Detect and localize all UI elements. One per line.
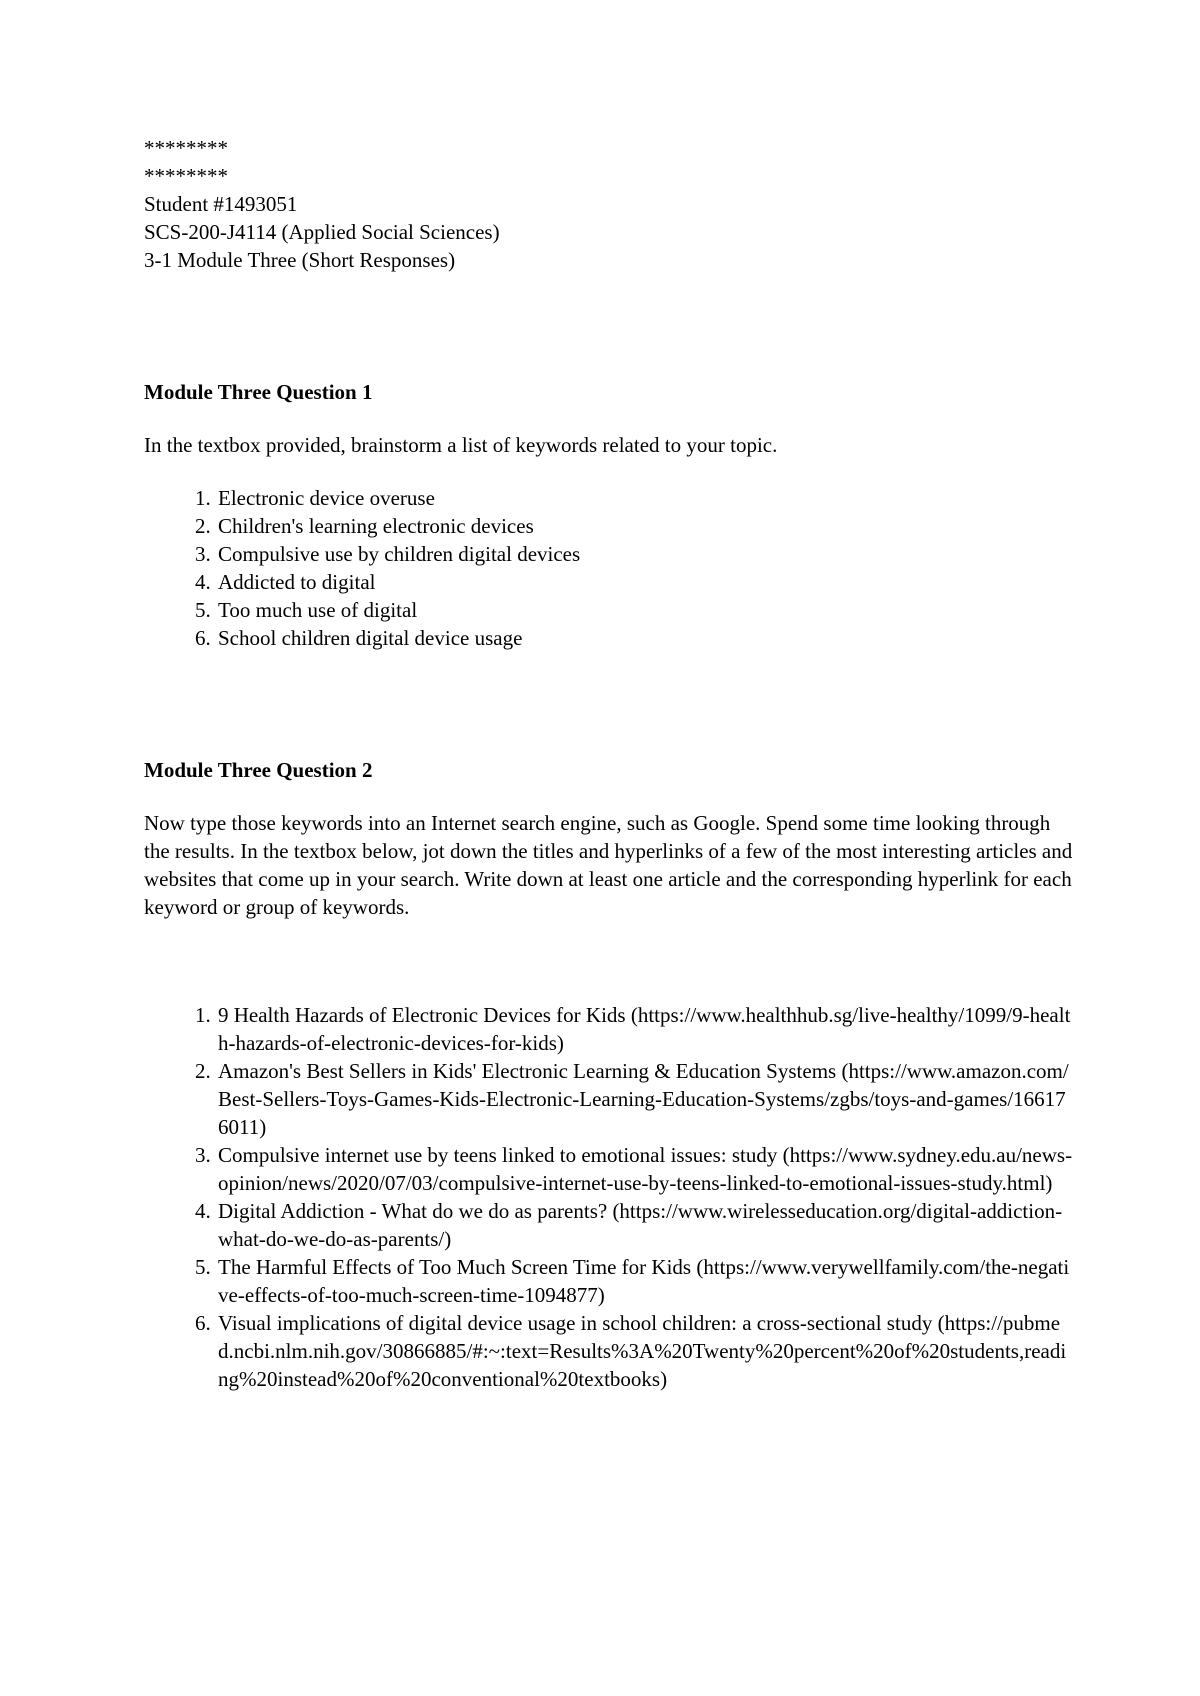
article-title: Compulsive internet use by teens linked to emotional issues: study [218, 1143, 778, 1167]
article-url[interactable]: (https://www.sydney.edu.au/news-opinion/news/2020/07/03/compulsive-internet-use-by-teens-linked-to-emotional-issues-study.html) [218, 1143, 1073, 1195]
document-body [144, 134, 1074, 1393]
list-item: 6. School children digital device usage [216, 624, 1074, 652]
article-url[interactable]: (https://pubmed.ncbi.nlm.nih.gov/30866885/#:~:text=Results%3A%20Twenty%20percent%20of%20students,reading%20instead%20of%20conventional%20textbooks) [218, 1311, 1067, 1391]
list-item [216, 1057, 1074, 1141]
list-item: 4. Addicted to digital [216, 568, 1074, 596]
list-item [216, 1141, 1074, 1197]
article-url[interactable]: (https://www.verywellfamily.com/the-negative-effects-of-too-much-screen-time-1094877) [218, 1255, 1070, 1307]
article-title: Visual implications of digital device usage in school children: a cross-sectional study [218, 1311, 933, 1335]
list-item [216, 1001, 1074, 1057]
list-item [216, 1253, 1074, 1309]
document-header [144, 134, 1074, 274]
question-2-title: Module Three Question 2 [144, 758, 373, 782]
article-title: Digital Addiction - What do we do as parents? [218, 1199, 608, 1223]
list-item [216, 1309, 1074, 1393]
article-url[interactable]: (https://www.amazon.com/Best-Sellers-Toys-Games-Kids-Electronic-Learning-Education-Systems/zgbs/toys-and-games/166176011) [218, 1059, 1069, 1139]
article-title: 9 Health Hazards of Electronic Devices for Kids [218, 1003, 626, 1027]
question-1-title: Module Three Question 1 [144, 380, 373, 404]
masked-name-line-1: ******** [144, 136, 228, 160]
question-2-section [144, 756, 1074, 1393]
assignment-title: 3-1 Module Three (Short Responses) [144, 248, 456, 272]
keyword-list [144, 484, 1074, 652]
article-title: The Harmful Effects of Too Much Screen Time for Kids [218, 1255, 692, 1279]
list-item: 1. Electronic device overuse [216, 484, 1074, 512]
masked-name-line-2: ******** [144, 164, 228, 188]
question-2-prompt: Now type those keywords into an Internet search engine, such as Google. Spend some time looking through the results. In the textbox below, jot down the titles and hyperlinks of a few of the most interesting articles and websites that come up in your search. Write down at least one article and the corresponding hyperlink for each keyword or group of keywords. [144, 811, 1073, 919]
list-item: 5. Too much use of digital [216, 596, 1074, 624]
list-item: 3. Compulsive use by children digital devices [216, 540, 1074, 568]
question-1-prompt: In the textbox provided, brainstorm a list of keywords related to your topic. [144, 433, 778, 457]
question-1-section [144, 378, 1074, 652]
article-title: Amazon's Best Sellers in Kids' Electronic Learning & Education Systems [218, 1059, 837, 1083]
student-id: Student #1493051 [144, 192, 298, 216]
course-code: SCS-200-J4114 (Applied Social Sciences) [144, 220, 500, 244]
list-item [216, 1197, 1074, 1253]
article-url[interactable]: (https://www.wirelesseducation.org/digital-addiction-what-do-we-do-as-parents/) [218, 1199, 1063, 1251]
article-url[interactable]: (https://www.healthhub.sg/live-healthy/1099/9-health-hazards-of-electronic-devices-for-kids) [218, 1003, 1071, 1055]
article-link-list [144, 1001, 1074, 1393]
list-item: 2. Children's learning electronic devices [216, 512, 1074, 540]
